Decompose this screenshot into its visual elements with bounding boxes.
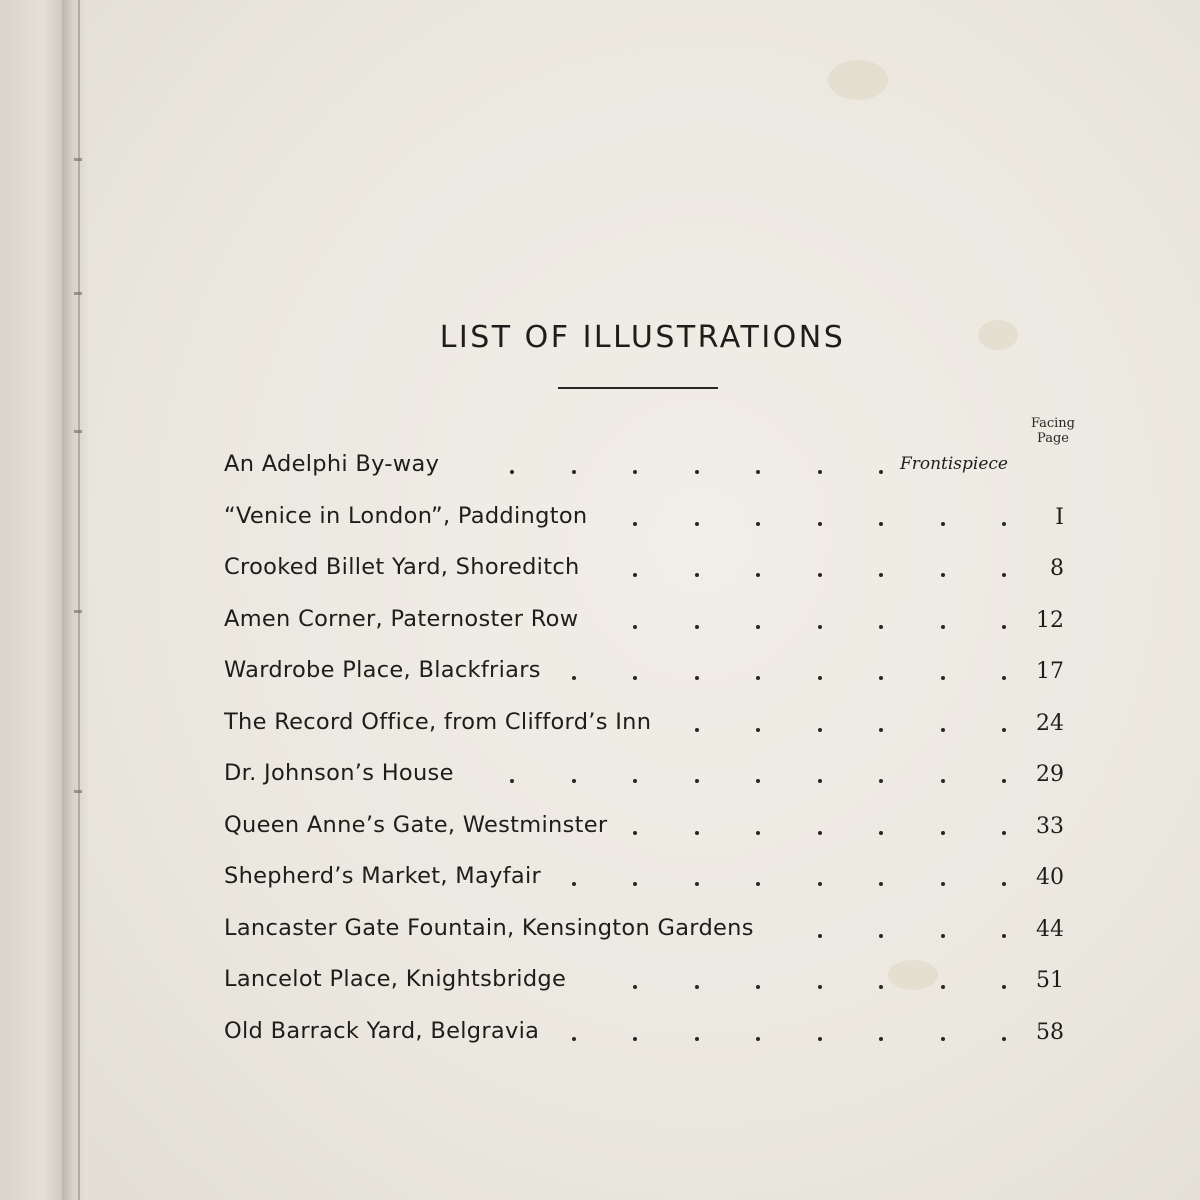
entry-page: 17 <box>1036 659 1064 684</box>
leader-dot <box>1002 676 1006 680</box>
leader-dot <box>1002 573 1006 577</box>
dot-leader <box>224 498 1064 550</box>
leader-dot <box>941 934 945 938</box>
list-item <box>224 961 1064 1013</box>
leader-dot <box>879 882 883 886</box>
leader-dot <box>818 831 822 835</box>
leader-dot <box>818 1037 822 1041</box>
dot-leader <box>224 910 1064 962</box>
dot-leader <box>224 652 1064 704</box>
leader-dot <box>818 522 822 526</box>
leader-dot <box>879 625 883 629</box>
book-gutter <box>62 0 88 1200</box>
leader-dot <box>756 831 760 835</box>
dot-leader <box>224 601 1064 653</box>
entry-title: “Venice in London”, Paddington <box>224 502 588 529</box>
list-item <box>224 652 1064 704</box>
entry-page: I <box>1055 504 1064 530</box>
leader-dot <box>633 779 637 783</box>
list-item <box>224 910 1064 962</box>
dot-leader <box>224 446 1064 498</box>
leader-dot <box>633 1037 637 1041</box>
leader-dot <box>572 1037 576 1041</box>
leader-dot <box>941 522 945 526</box>
leader-dot <box>879 934 883 938</box>
illustration-list <box>224 446 1064 1064</box>
list-item <box>224 704 1064 756</box>
leader-dot <box>633 882 637 886</box>
binding-stitch <box>74 610 82 613</box>
leader-dot <box>1002 934 1006 938</box>
leader-dot <box>756 728 760 732</box>
leader-dot <box>941 831 945 835</box>
leader-dot <box>1002 728 1006 732</box>
leader-dot <box>879 1037 883 1041</box>
leader-dot <box>941 676 945 680</box>
dot-leader <box>224 549 1064 601</box>
leader-dot <box>879 831 883 835</box>
leader-dot <box>1002 779 1006 783</box>
facing-page-header-line1: Facing <box>1030 416 1076 431</box>
spine-line <box>78 0 80 1200</box>
leader-dot <box>633 625 637 629</box>
leader-dot <box>695 1037 699 1041</box>
entry-title: Wardrobe Place, Blackfriars <box>224 657 541 683</box>
binding-stitch <box>74 430 82 433</box>
leader-dot <box>941 1037 945 1041</box>
entry-page: 40 <box>1036 865 1064 890</box>
leader-dot <box>879 985 883 989</box>
entry-page: 58 <box>1036 1019 1064 1045</box>
leader-dot <box>695 985 699 989</box>
entry-page: 8 <box>1050 556 1064 581</box>
entry-page: Frontispiece <box>899 454 1008 474</box>
leader-dot <box>756 470 760 474</box>
entry-page: 44 <box>1036 916 1064 942</box>
leader-dot <box>572 779 576 783</box>
leader-dot <box>941 573 945 577</box>
leader-dot <box>941 625 945 629</box>
page-title: LIST OF ILLUSTRATIONS <box>439 320 846 356</box>
leader-dot <box>756 573 760 577</box>
leader-dot <box>1002 882 1006 886</box>
leader-dot <box>695 625 699 629</box>
leader-dot <box>695 831 699 835</box>
entry-page: 51 <box>1036 968 1064 993</box>
entry-page: 24 <box>1036 710 1064 736</box>
entry-title: An Adelphi By-way <box>224 451 440 477</box>
leader-dot <box>818 625 822 629</box>
leader-dot <box>695 728 699 732</box>
leader-dot <box>941 985 945 989</box>
leader-dot <box>572 470 576 474</box>
entry-title: Lancaster Gate Fountain, Kensington Gardens <box>224 914 754 941</box>
leader-dot <box>818 676 822 680</box>
list-item <box>224 446 1064 498</box>
leader-dot <box>1002 625 1006 629</box>
title-rule <box>558 387 718 389</box>
entry-title: Dr. Johnson’s House <box>224 760 454 786</box>
list-item <box>224 807 1064 859</box>
dot-leader <box>224 807 1064 859</box>
entry-title: Lancelot Place, Knightsbridge <box>224 966 567 992</box>
leader-dot <box>695 522 699 526</box>
leader-dot <box>633 676 637 680</box>
leader-dot <box>1002 522 1006 526</box>
leader-dot <box>818 779 822 783</box>
leader-dot <box>818 573 822 577</box>
leader-dot <box>941 882 945 886</box>
binding-stitch <box>74 292 82 295</box>
dot-leader <box>224 704 1064 756</box>
paper-stain <box>828 60 888 100</box>
leader-dot <box>695 573 699 577</box>
entry-page: 33 <box>1036 813 1064 839</box>
entry-page: 29 <box>1036 762 1064 787</box>
leader-dot <box>756 1037 760 1041</box>
leader-dot <box>695 470 699 474</box>
leader-dot <box>879 728 883 732</box>
leader-dot <box>818 985 822 989</box>
entry-page: 12 <box>1036 607 1064 633</box>
facing-page-header <box>1012 416 1094 446</box>
leader-dot <box>695 882 699 886</box>
leader-dot <box>879 779 883 783</box>
entry-title: Queen Anne’s Gate, Westminster <box>224 811 608 838</box>
dot-leader <box>224 1013 1064 1065</box>
facing-page-header-line2: Page <box>1037 431 1069 446</box>
entry-title: Amen Corner, Paternoster Row <box>224 605 579 632</box>
list-item <box>224 755 1064 807</box>
leader-dot <box>633 831 637 835</box>
leader-dot <box>818 470 822 474</box>
leader-dot <box>1002 985 1006 989</box>
leader-dot <box>879 676 883 680</box>
leader-dot <box>756 882 760 886</box>
leader-dot <box>879 573 883 577</box>
dot-leader <box>224 858 1064 910</box>
list-item <box>224 601 1064 653</box>
leader-dot <box>510 470 514 474</box>
list-item <box>224 858 1064 910</box>
dot-leader <box>224 755 1064 807</box>
binding-stitch <box>74 158 82 161</box>
leader-dot <box>879 470 883 474</box>
leader-dot <box>695 676 699 680</box>
leader-dot <box>818 882 822 886</box>
leader-dot <box>756 985 760 989</box>
list-item <box>224 1013 1064 1065</box>
entry-title: Old Barrack Yard, Belgravia <box>224 1017 540 1044</box>
leader-dot <box>941 779 945 783</box>
leader-dot <box>756 522 760 526</box>
leader-dot <box>756 676 760 680</box>
list-item <box>224 549 1064 601</box>
entry-title: The Record Office, from Clifford’s Inn <box>224 708 652 735</box>
leader-dot <box>510 779 514 783</box>
leader-dot <box>633 522 637 526</box>
list-item <box>224 498 1064 550</box>
leader-dot <box>818 728 822 732</box>
leader-dot <box>633 985 637 989</box>
leader-dot <box>633 470 637 474</box>
leader-dot <box>879 522 883 526</box>
leader-dot <box>572 882 576 886</box>
leader-dot <box>572 676 576 680</box>
leader-dot <box>941 728 945 732</box>
leader-dot <box>1002 1037 1006 1041</box>
entry-title: Crooked Billet Yard, Shoreditch <box>224 554 580 580</box>
leader-dot <box>1002 831 1006 835</box>
left-page-edge <box>0 0 62 1200</box>
leader-dot <box>818 934 822 938</box>
leader-dot <box>756 625 760 629</box>
binding-stitch <box>74 790 82 793</box>
leader-dot <box>633 573 637 577</box>
leader-dot <box>756 779 760 783</box>
leader-dot <box>695 779 699 783</box>
dot-leader <box>224 961 1064 1013</box>
entry-title: Shepherd’s Market, Mayfair <box>224 863 542 889</box>
